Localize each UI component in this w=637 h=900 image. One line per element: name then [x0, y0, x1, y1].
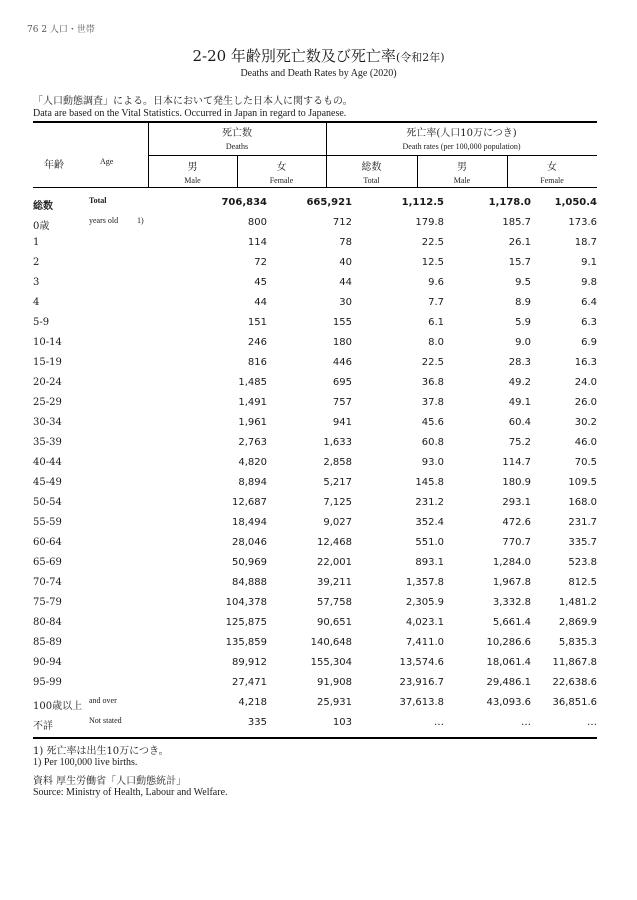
rate-total: 7.7: [428, 297, 444, 308]
table-row: [33, 513, 597, 533]
row-age-ja: 5-9: [33, 317, 50, 328]
rate-total: 12.5: [421, 257, 444, 268]
header-rate-total-en: Total: [363, 176, 380, 185]
deaths-female: 40: [339, 257, 352, 268]
header-rate-male-ja: 男: [457, 162, 467, 173]
header-rate-female-en: Female: [540, 176, 564, 185]
header-rate-female-ja: 女: [547, 162, 557, 173]
top-rule: [33, 121, 597, 123]
deaths-female: 7,125: [323, 497, 352, 508]
source-ja: 資料 厚生労働省「人口動態統計」: [33, 776, 187, 787]
rate-female: 9.8: [581, 277, 597, 288]
header-deaths-en: Deaths: [225, 142, 249, 151]
note-english: Data are based on the Vital Statistics. Occurred in Japan in regard to Japanese.: [33, 108, 347, 119]
table-row: [33, 253, 597, 273]
deaths-female: 30: [339, 297, 352, 308]
deaths-male: 816: [247, 357, 267, 368]
table-row: [33, 613, 597, 633]
header-age-ja: 年齢: [44, 160, 64, 171]
page-header: 76 2 人口・世帯: [27, 25, 95, 35]
row-age-ja: 20-24: [33, 377, 62, 388]
table-row: [33, 213, 597, 233]
rate-total: 22.5: [421, 237, 444, 248]
rate-total: 352.4: [415, 517, 444, 528]
deaths-female: 44: [339, 277, 352, 288]
rate-total: 145.8: [415, 477, 444, 488]
rate-male: 9.0: [515, 337, 531, 348]
table-row: [33, 693, 597, 713]
rate-female: 36,851.6: [552, 697, 597, 708]
deaths-female: 140,648: [310, 637, 352, 648]
rate-total: 551.0: [415, 537, 444, 548]
table-row-total: [33, 193, 597, 213]
row-age-ja: 70-74: [33, 577, 62, 588]
deaths-male: 89,912: [232, 657, 267, 668]
deaths-female: 941: [332, 417, 352, 428]
header-age-en: Age: [100, 157, 114, 166]
table-row: [33, 233, 597, 253]
deaths-female: 665,921: [306, 197, 352, 208]
header-female-ja: 女: [276, 162, 287, 173]
deaths-female: 90,651: [317, 617, 352, 628]
rate-total: 893.1: [415, 557, 444, 568]
deaths-female: 39,211: [317, 577, 352, 588]
rate-female: 1,050.4: [554, 197, 597, 208]
rate-male: 293.1: [502, 497, 531, 508]
rate-total: 4,023.1: [405, 617, 444, 628]
rate-male: 8.9: [515, 297, 531, 308]
header-subrule-rates: [326, 155, 597, 156]
row-age-ja: 80-84: [33, 617, 62, 628]
deaths-male: 4,218: [238, 697, 267, 708]
deaths-male: 1,961: [238, 417, 267, 428]
table-row: [33, 633, 597, 653]
deaths-male: 12,687: [232, 497, 267, 508]
row-age-ja: 65-69: [33, 557, 62, 568]
deaths-female: 695: [332, 377, 352, 388]
rate-male: 180.9: [502, 477, 531, 488]
rate-female: 231.7: [568, 517, 597, 528]
header-bottom-rule: [33, 187, 597, 188]
table-row: [33, 573, 597, 593]
rate-male: 18,061.4: [486, 657, 531, 668]
rate-male: 472.6: [502, 517, 531, 528]
row-age-ja: 15-19: [33, 357, 62, 368]
rate-male: 15.7: [508, 257, 531, 268]
rate-female: 6.4: [581, 297, 597, 308]
row-age-ja: 4: [33, 297, 40, 308]
deaths-female: 1,633: [323, 437, 352, 448]
deaths-male: 45: [254, 277, 267, 288]
table-row: [33, 313, 597, 333]
rate-female: 523.8: [568, 557, 597, 568]
rate-total: 45.6: [421, 417, 444, 428]
deaths-male: 1,485: [238, 377, 267, 388]
deaths-female: 25,931: [317, 697, 352, 708]
deaths-male: 135,859: [225, 637, 267, 648]
rate-male: 29,486.1: [486, 677, 531, 688]
rate-male: 49.2: [508, 377, 531, 388]
table-row: [33, 373, 597, 393]
deaths-male: 84,888: [232, 577, 267, 588]
deaths-male: 18,494: [232, 517, 267, 528]
row-age-ja: 85-89: [33, 637, 62, 648]
note-japanese: 「人口動態調査」による。日本において発生した日本人に関するもの。: [33, 96, 353, 107]
rate-total: 22.5: [421, 357, 444, 368]
deaths-male: 800: [247, 217, 267, 228]
deaths-male: 125,875: [225, 617, 267, 628]
table-row: [33, 333, 597, 353]
deaths-male: 104,378: [225, 597, 267, 608]
rate-total: 13,574.6: [399, 657, 444, 668]
footnote-en: 1) Per 100,000 live births.: [33, 757, 138, 768]
header-rate-male-en: Male: [453, 176, 471, 185]
deaths-female: 78: [339, 237, 352, 248]
header-male-en: Male: [184, 176, 201, 185]
rate-total: 37,613.8: [399, 697, 444, 708]
rate-male: 49.1: [508, 397, 531, 408]
rate-total: 7,411.0: [405, 637, 444, 648]
rate-male: 43,093.6: [486, 697, 531, 708]
rate-female: 30.2: [574, 417, 597, 428]
row-age-ja: 50-54: [33, 497, 62, 508]
row-age-ja: 45-49: [33, 477, 62, 488]
deaths-female: 12,468: [317, 537, 352, 548]
rate-male: 5,661.4: [492, 617, 531, 628]
rate-male: 1,178.0: [488, 197, 531, 208]
rate-total: 36.8: [421, 377, 444, 388]
rate-female: 6.9: [581, 337, 597, 348]
deaths-female: 9,027: [323, 517, 352, 528]
rate-total: 37.8: [421, 397, 444, 408]
row-age-ja: 0歳: [33, 221, 50, 232]
rate-male: 185.7: [502, 217, 531, 228]
bottom-rule: [33, 737, 597, 739]
rate-male: 1,284.0: [492, 557, 531, 568]
deaths-male: 246: [247, 337, 267, 348]
rate-total: 2,305.9: [405, 597, 444, 608]
rate-male: 10,286.6: [486, 637, 531, 648]
deaths-male: 27,471: [232, 677, 267, 688]
table-row: [33, 453, 597, 473]
table-row: [33, 553, 597, 573]
rate-male: 770.7: [502, 537, 531, 548]
rate-total: 60.8: [421, 437, 444, 448]
deaths-female: 91,908: [317, 677, 352, 688]
rate-total: 23,916.7: [399, 677, 444, 688]
row-age-ja: 55-59: [33, 517, 62, 528]
table-subtitle: Deaths and Death Rates by Age (2020): [240, 68, 397, 79]
rate-female: 26.0: [574, 397, 597, 408]
row-age-ja: 25-29: [33, 397, 62, 408]
header-female-en: Female: [269, 176, 294, 185]
row-age-en: and over: [89, 696, 117, 705]
header-deaths-ja: 死亡数: [222, 128, 252, 139]
row-age-ja: 3: [33, 277, 40, 288]
row-age-ja: 100歳以上: [33, 701, 83, 712]
table-row: [33, 393, 597, 413]
row-age-ja: 総数: [33, 201, 53, 212]
row-age-ja: 1: [33, 237, 40, 248]
deaths-female: 103: [332, 717, 352, 728]
row-age-en: years old: [89, 216, 119, 225]
deaths-male: 50,969: [232, 557, 267, 568]
row-age-en: Not stated: [89, 716, 122, 725]
deaths-male: 335: [247, 717, 267, 728]
header-rates-en: Death rates (per 100,000 population): [402, 142, 521, 151]
deaths-female: 180: [332, 337, 352, 348]
rate-male: 9.5: [515, 277, 531, 288]
rate-male: …: [521, 717, 531, 728]
rate-total: …: [434, 717, 444, 728]
header-rates-ja: 死亡率(人口10万につき): [406, 128, 517, 139]
rate-female: 16.3: [574, 357, 597, 368]
rate-male: 3,332.8: [492, 597, 531, 608]
table-row: [33, 273, 597, 293]
rate-female: 22,638.6: [552, 677, 597, 688]
table-row: [33, 413, 597, 433]
deaths-female: 712: [332, 217, 352, 228]
rate-male: 26.1: [508, 237, 531, 248]
rate-female: 11,867.8: [552, 657, 597, 668]
rate-total: 6.1: [428, 317, 444, 328]
rate-total: 1,112.5: [401, 197, 444, 208]
deaths-female: 5,217: [323, 477, 352, 488]
title-main: 2-20 年齢別死亡数及び死亡率: [192, 47, 396, 65]
rate-female: 46.0: [574, 437, 597, 448]
table-title: [0, 45, 637, 66]
rate-female: 70.5: [574, 457, 597, 468]
row-age-ja: 90-94: [33, 657, 62, 668]
row-age-ja: 30-34: [33, 417, 62, 428]
rate-total: 231.2: [415, 497, 444, 508]
header-male-ja: 男: [187, 162, 198, 173]
rate-female: 168.0: [568, 497, 597, 508]
rate-female: 173.6: [568, 217, 597, 228]
rate-female: 9.1: [581, 257, 597, 268]
row-age-ja: 60-64: [33, 537, 62, 548]
deaths-female: 446: [332, 357, 352, 368]
deaths-female: 155,304: [310, 657, 352, 668]
row-age-ja: 2: [33, 257, 40, 268]
rate-male: 5.9: [515, 317, 531, 328]
rate-female: …: [587, 717, 597, 728]
table-row: [33, 673, 597, 693]
rate-male: 75.2: [508, 437, 531, 448]
deaths-female: 57,758: [317, 597, 352, 608]
source-en: Source: Ministry of Health, Labour and Welfare.: [33, 787, 228, 798]
table-row: [33, 353, 597, 373]
footnote-ja: 1) 死亡率は出生10万につき。: [33, 746, 169, 757]
rate-male: 28.3: [508, 357, 531, 368]
rate-total: 8.0: [428, 337, 444, 348]
table-row: [33, 493, 597, 513]
rate-male: 114.7: [502, 457, 531, 468]
deaths-male: 72: [254, 257, 267, 268]
deaths-male: 2,763: [238, 437, 267, 448]
deaths-female: 22,001: [317, 557, 352, 568]
row-age-ja: 10-14: [33, 337, 62, 348]
deaths-male: 1,491: [238, 397, 267, 408]
table-row: [33, 593, 597, 613]
deaths-male: 151: [247, 317, 267, 328]
row-age-en: Total: [89, 196, 107, 205]
table-row: [33, 713, 597, 733]
rate-male: 1,967.8: [492, 577, 531, 588]
rate-female: 1,481.2: [558, 597, 597, 608]
rate-female: 2,869.9: [558, 617, 597, 628]
deaths-male: 114: [247, 237, 267, 248]
deaths-male: 706,834: [221, 197, 267, 208]
deaths-female: 2,858: [323, 457, 352, 468]
deaths-male: 8,894: [238, 477, 267, 488]
deaths-female: 757: [332, 397, 352, 408]
row-footnote-mark: 1): [137, 216, 144, 225]
header-rate-total-ja: 総数: [361, 162, 382, 173]
row-age-ja: 35-39: [33, 437, 62, 448]
row-age-ja: 95-99: [33, 677, 62, 688]
deaths-male: 4,820: [238, 457, 267, 468]
deaths-male: 28,046: [232, 537, 267, 548]
rate-female: 335.7: [568, 537, 597, 548]
deaths-female: 155: [332, 317, 352, 328]
rate-total: 93.0: [421, 457, 444, 468]
row-age-ja: 40-44: [33, 457, 62, 468]
rate-female: 24.0: [574, 377, 597, 388]
rate-female: 812.5: [568, 577, 597, 588]
rate-total: 1,357.8: [405, 577, 444, 588]
table-row: [33, 533, 597, 553]
table-row: [33, 293, 597, 313]
rate-total: 9.6: [428, 277, 444, 288]
rate-female: 109.5: [568, 477, 597, 488]
rate-male: 60.4: [508, 417, 531, 428]
rate-female: 5,835.3: [558, 637, 597, 648]
title-year: (令和2年): [395, 51, 445, 64]
table-row: [33, 473, 597, 493]
table-row: [33, 653, 597, 673]
row-age-ja: 75-79: [33, 597, 62, 608]
table-row: [33, 433, 597, 453]
rate-total: 179.8: [415, 217, 444, 228]
row-age-ja: 不詳: [33, 721, 53, 732]
deaths-male: 44: [254, 297, 267, 308]
rate-female: 18.7: [574, 237, 597, 248]
rate-female: 6.3: [581, 317, 597, 328]
